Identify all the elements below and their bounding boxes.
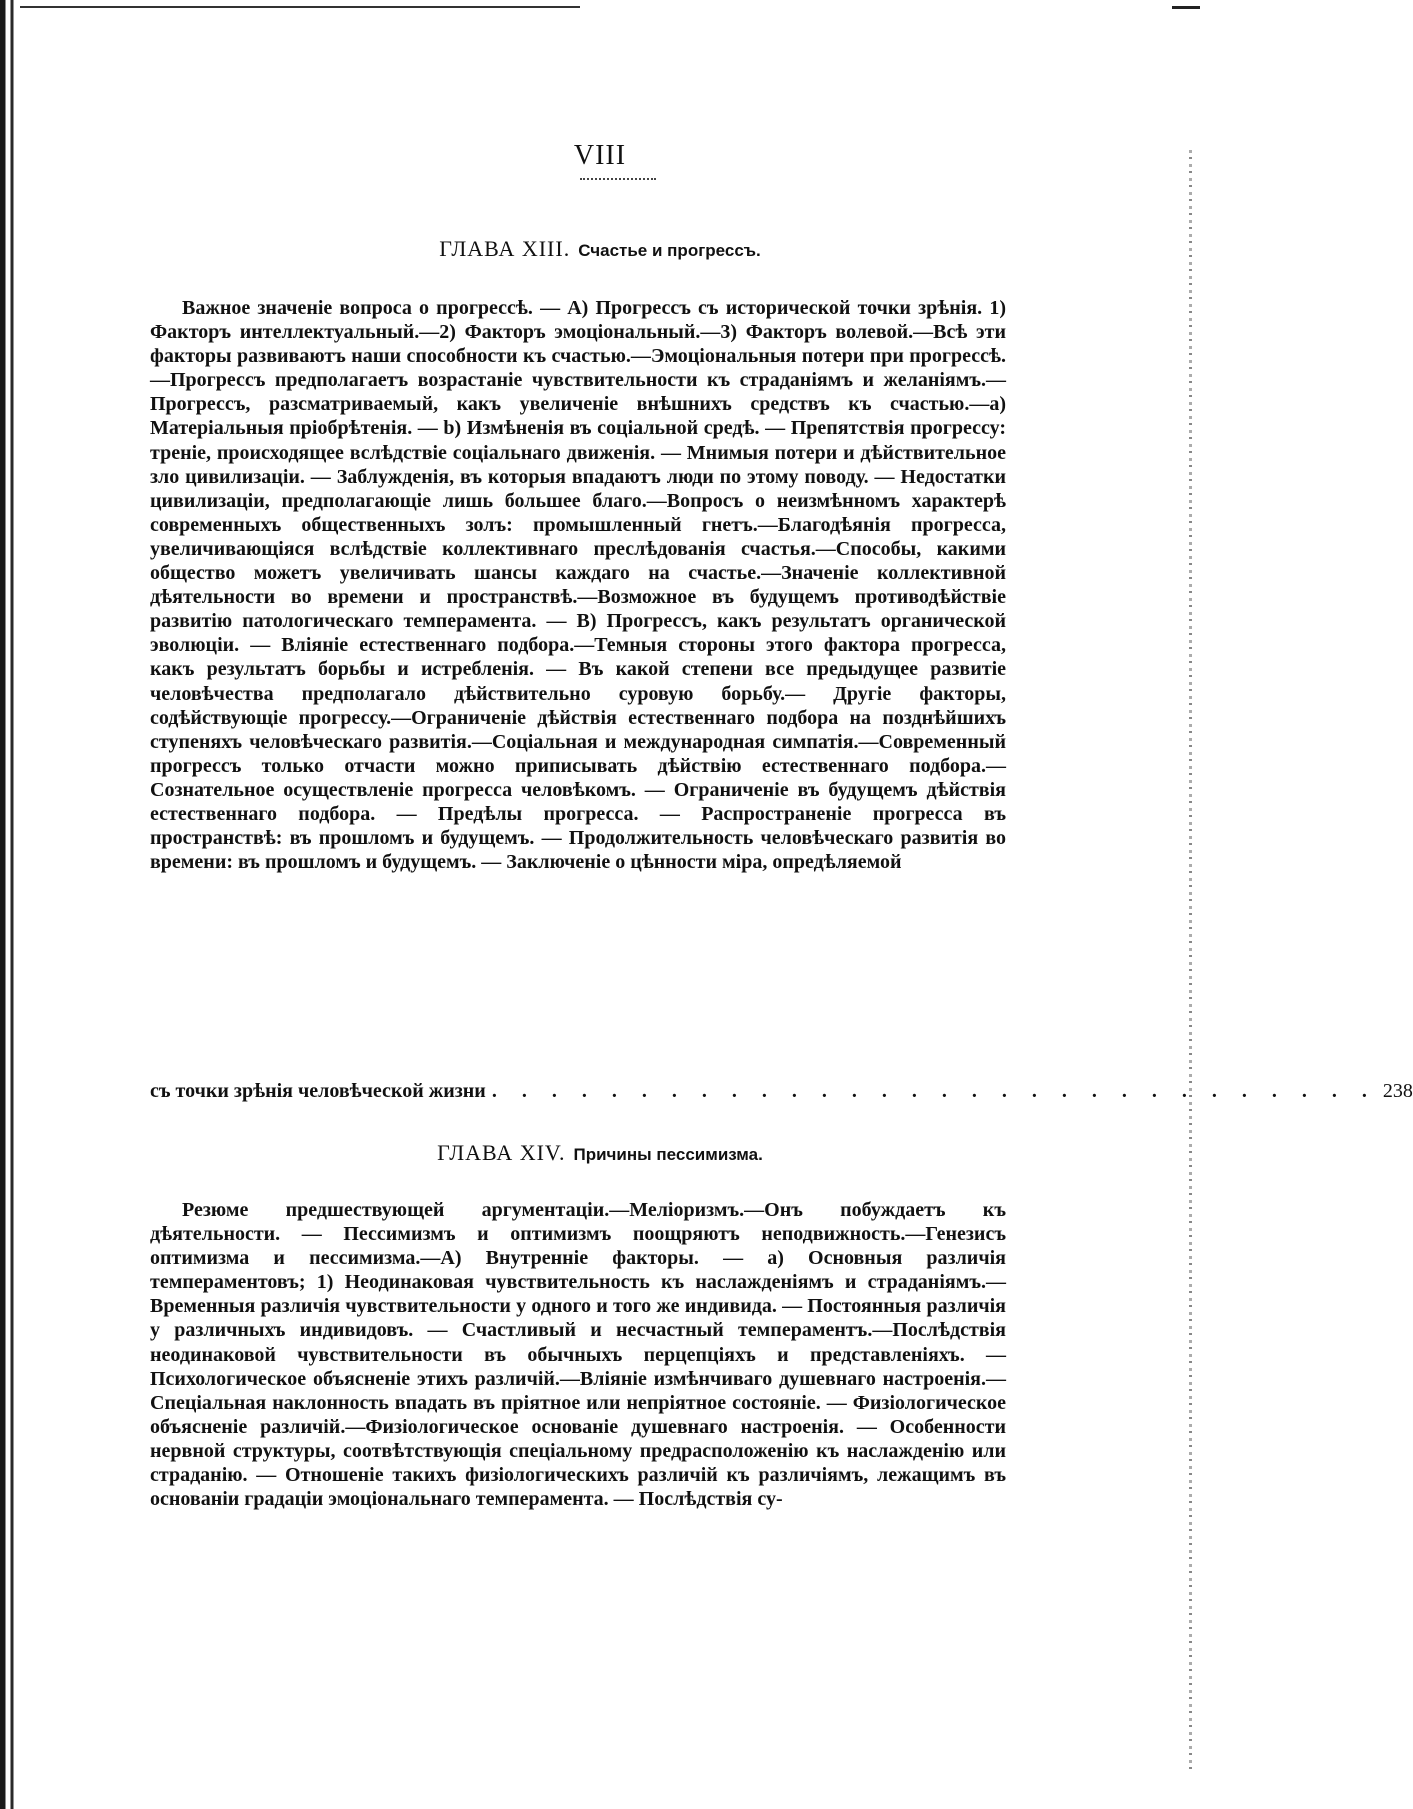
chapter-13-toc-line [150,1079,1413,1103]
chapter-13-summary: Важное значеніе вопроса о прогрессѣ. — А) Прогрессъ съ исторической точки зрѣнія. 1) Факторъ интеллектуальный.—2) Факторъ эмоціональный.—3) Факторъ волевой.—Всѣ эти факторы развиваютъ наши способности къ счастью.—Эмоціональныя потери при прогрессѣ.—Прогрессъ предполагаетъ возрастаніе чувствительности къ страданіямъ и желаніямъ.—Прогрессъ, разсматриваемый, какъ увеличеніе внѣшнихъ средствъ къ счастью.—а) Матеріальныя пріобрѣтенія. — b) Измѣненія въ соціальной средѣ. — Препятствія прогрессу: треніе, происходящее вслѣдствіе соціальнаго движенія. — Мнимыя потери и дѣйствительное зло цивилизаціи. — Заблужденія, въ которыя впадаютъ люди по этому поводу. — Недостатки цивилизаціи, предполагающіе лишь большее благо.—Вопросъ о неизмѣнномъ характерѣ современныхъ общественныхъ золъ: промышленный гнетъ.—Благодѣянія прогресса, увеличивающіяся вслѣдствіе коллективнаго преслѣдованія счастья.—Способы, какими общество можетъ увеличивать шансы каждаго на счастье.—Значеніе коллективной дѣятельности во времени и пространствѣ.—Возможное въ будущемъ противодѣйствіе развитію патологическаго темперамента. — В) Прогрессъ, какъ результатъ органической эволюціи. — Вліяніе естественнаго подбора.—Темныя стороны этого фактора прогресса, какъ результатъ борьбы и истребленія. — Въ какой степени все предыдущее развитіе человѣчества предполагало дѣйствительно суровую борьбу.— Другіе факторы, содѣйствующіе прогрессу.—Ограниченіе дѣйствія естественнаго подбора на позднѣйшихъ ступеняхъ человѣческаго развитія.—Соціальная и международная симпатія.—Современный прогрессъ только отчасти можно приписывать дѣйствію естественнаго подбора.— Сознательное осуществленіе прогресса человѣкомъ. — Ограниченіе въ будущемъ дѣйствія естественнаго подбора. — Предѣлы прогресса. — Распространеніе прогресса въ пространствѣ: въ прошломъ и будущемъ. — Продолжительность человѣческаго развитія во времени: въ прошломъ и будущемъ. — Заключеніе о цѣнности міра, опредѣляемой [150,297,1006,874]
chapter-13-page-ref: 238 [1382,1080,1413,1102]
chapter-13-title: ГЛАВА XIII. [439,236,571,261]
scan-right-edge [1189,150,1192,1770]
chapter-13-subtitle: Счастье и прогрессъ. [578,241,761,260]
chapter-14-title: ГЛАВА XIV. [437,1140,566,1165]
chapter-13-toc-text: съ точки зрѣнія человѣческой жизни [150,1080,486,1102]
scan-left-edge [0,0,22,1809]
chapter-14-summary: Резюме предшествующей аргументаціи.—Меліоризмъ.—Онъ побуждаетъ къ дѣятельности. — Пессимизмъ и оптимизмъ поощряютъ неподвижность.—Генезисъ оптимизма и пессимизма.—А) Внутренніе факторы. — а) Основныя различія темпераментовъ; 1) Неодинаковая чувствительность къ наслажденіямъ и страданіямъ.—Временныя различія чувствительности у одного и того же индивида. — Постоянныя различія у различныхъ индивидовъ. — Счастливый и несчастный темпераментъ.—Послѣдствія неодинаковой чувствительности въ обычныхъ перцепціяхъ и представленіяхъ. — Психологическое объясненіе этихъ различій.—Вліяніе измѣнчиваго душевнаго настроенія.—Спеціальная наклонность впадать въ пріятное или непріятное состояніе. — Физіологическое объясненіе различій.—Физіологическое основаніе душевнаго настроенія. — Особенности нервной структуры, соотвѣтствующія спеціальному предрасположенію къ наслажденію или страданію. — Отношеніе такихъ физіологическихъ различій къ различіямъ, лежащимъ въ основаніи градаціи эмоціональнаго темперамента. — Послѣдствія су- [150,1199,1006,1511]
toc-leader-dots: . . . . . . . . . . . . . . . . . . . . . . . . . . . . . . [491,1080,1377,1102]
page-number: VIII [573,140,627,171]
scan-top-edge [20,6,580,8]
chapter-14-subtitle: Причины пессимизма. [573,1145,763,1164]
chapter-13-heading [0,236,1200,262]
header-rule [580,178,656,180]
chapter-14-heading [0,1140,1200,1166]
scan-corner-mark [1172,6,1200,9]
